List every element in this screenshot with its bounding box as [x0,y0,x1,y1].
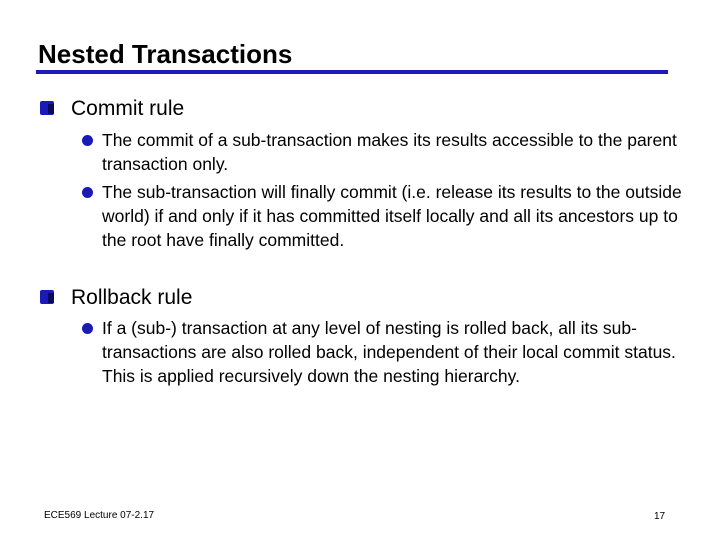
round-bullet-icon [82,135,93,146]
slide-title: Nested Transactions [38,39,293,69]
round-bullet-icon [82,323,93,334]
square-bullet-icon [40,101,54,115]
square-bullet-icon [40,290,54,304]
page-number: 17 [654,511,666,522]
round-bullet-icon [82,187,93,198]
footer-lecture-label: ECE569 Lecture 07-2.17 [44,510,155,521]
title-underline [36,70,668,74]
